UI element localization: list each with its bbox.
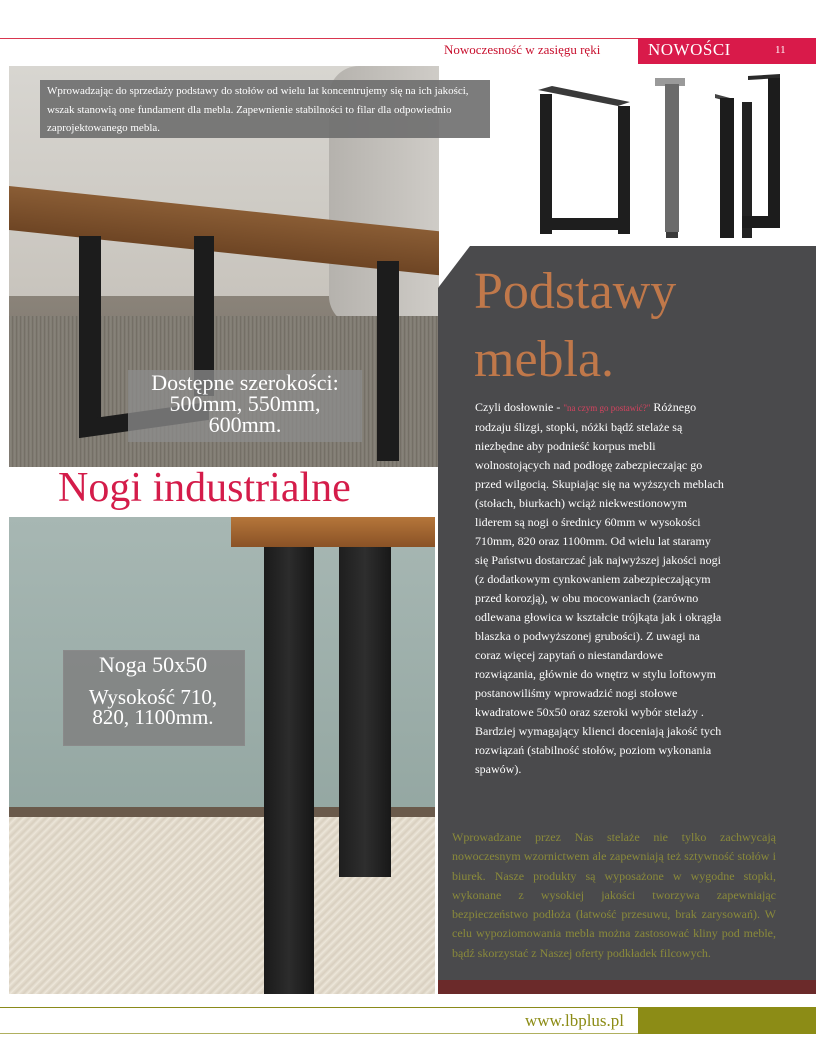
- intro-text: Wprowadzając do sprzedaży podstawy do stołów od wielu lat koncentrujemy się na ich jakości, wszak stanowią one fundament dla mebla. Zapewnienie stabilności to filar dla odpowiednio zaprojektowanego mebla.: [47, 85, 469, 134]
- table-frames-illustration: [530, 66, 816, 246]
- widths-caption: [128, 372, 362, 435]
- leg-caption-heights: [63, 687, 243, 727]
- panel-lead: Czyli dosłownie -: [475, 400, 564, 414]
- widths-line: 600mm.: [208, 412, 282, 437]
- table-leg-shape: [377, 261, 399, 461]
- panel-body-text: Różnego rodzaju ślizgi, stopki, nóżki bądź stelaże są niezbędne aby podnieść korpus mebli wolnostojących nad podłogę zabezpieczając go przed wilgocią. Skupiając się na wyższych meblach (stołach, biurkach) wciąż niekwestionowym liderem są nogi o średnicy 60mm w wysokości 710mm, 820 oraz 1100mm. Od wielu lat staramy się Państwu dostarczać jak najwyższej jakości nogi (z dodatkowym cynkowaniem zabezpieczającym przed korozją), w obu mocowaniach (zarówno odlewana głowica w kształcie trójkąta jak i okrągła blaszka o podwyższonej grubości). Z uwagi na coraz więcej zapytań o niestandardowe rozwiązania, głównie do wnętrz w stylu loftowym postanowiliśmy wprowadzić nogi stołowe kwadratowe 50x50 oraz szeroki wybór stelaży . Bardziej wymagający klienci doceniają jakość tych rozwiązań (stabilność stołów, poziom wykonania spawów).: [475, 400, 724, 776]
- panel-title-line: Podstawy: [474, 263, 677, 320]
- footer-box: [638, 1007, 816, 1034]
- header-tagline: Nowoczesność w zasięgu ręki: [444, 42, 601, 57]
- panel-quote: "na czym go postawić?": [563, 403, 651, 413]
- footer-bottom-rule: [0, 1033, 638, 1034]
- footer-url[interactable]: www.lbplus.pl: [525, 1011, 625, 1030]
- panel-title-line: mebla.: [474, 331, 615, 388]
- leg-heights-line: 820, 1100mm.: [92, 705, 214, 729]
- panel-bottom-strip: [438, 980, 816, 994]
- product-photo: [530, 66, 816, 246]
- page-number: 11: [775, 44, 786, 56]
- panel-title: [474, 258, 804, 394]
- table-leg-shape: [339, 547, 391, 877]
- leg-heights-line: Wysokość 710,: [88, 685, 218, 709]
- section-heading: Nogi industrialne: [58, 465, 351, 511]
- header-section-label: NOWOŚCI: [648, 40, 731, 59]
- widths-line: 500mm, 550mm,: [169, 391, 321, 416]
- square-leg-photo: [9, 517, 435, 994]
- widths-line: Dostępne szerokości:: [151, 370, 339, 395]
- table-leg-shape: [264, 547, 314, 994]
- table-top-shape: [231, 517, 435, 547]
- table-leg-shape: [79, 236, 101, 431]
- panel-bottom-text: Wprowadzane przez Nas stelaże nie tylko zachwycają nowoczesnym wzornictwem ale zapewniają też sztywność stołów i biurek. Nasze produkty są wyposażone w wygodne stopki, wykonane z wysokiej jakości tworzywa zapewniając bezpieczeństwo podłoża (łatwość przesuwu, brak zarysowań). W celu wypoziomowania mebla można zastosować kliny pod meble, bądź skorzystać z Naszej oferty podkładek filcowych.: [452, 830, 776, 960]
- panel-body: [475, 398, 725, 779]
- leg-caption-title: Noga 50x50: [98, 652, 208, 677]
